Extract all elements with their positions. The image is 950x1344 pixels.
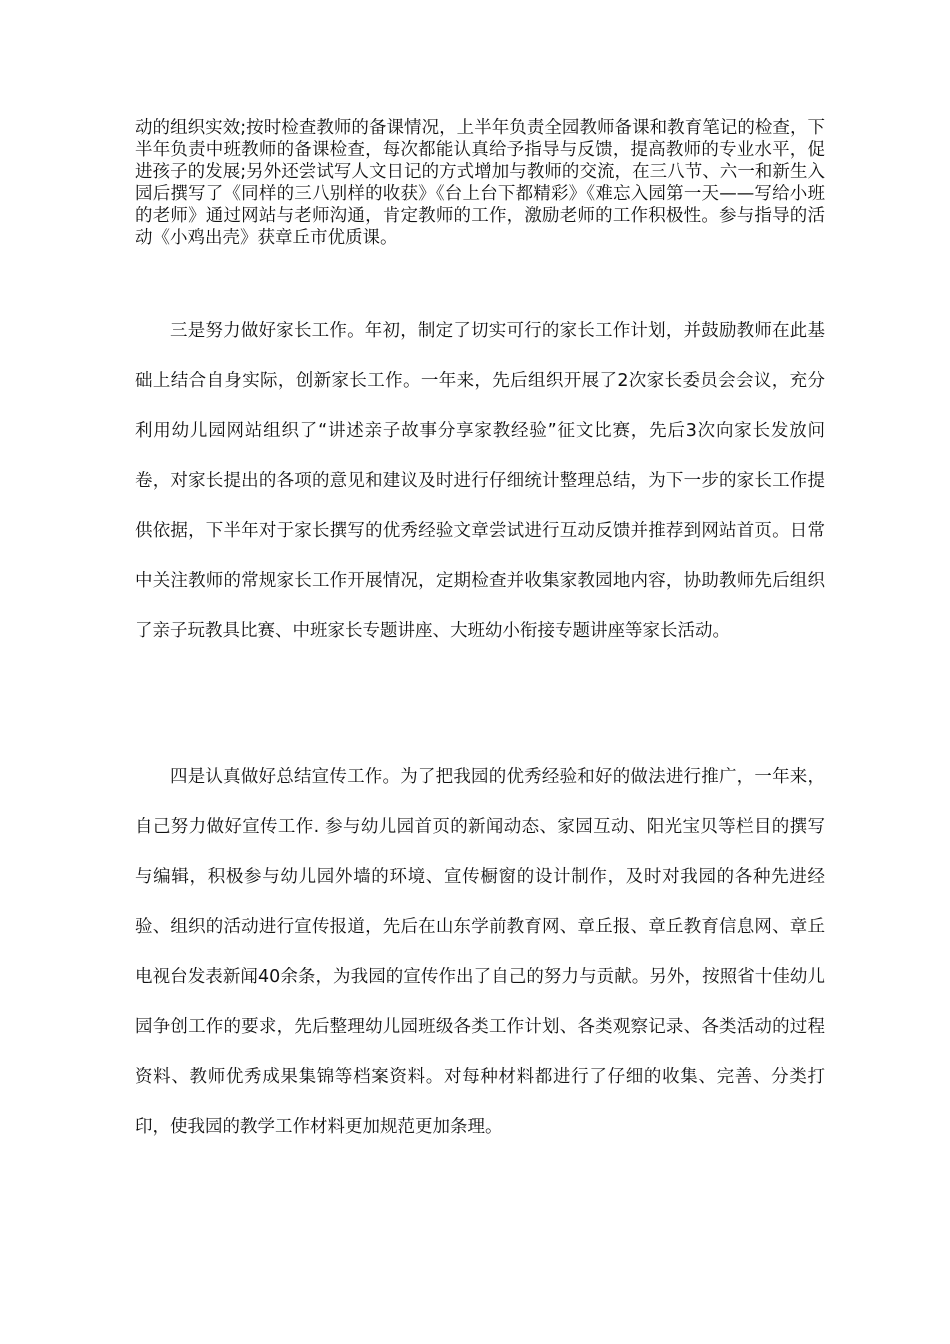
paragraph-parent-work: 三是努力做好家长工作。年初，制定了切实可行的家长工作计划，并鼓励教师在此基础上结合自身实际，创新家长工作。一年来，先后组织开展了2次家长委员会会议，充分利用幼儿园网站组织了“讲述亲子故事分享家教经验”征文比赛，先后3次向家长发放问卷，对家长提出的各项的意见和建议及时进行仔细统计整理总结，为下一步的家长工作提供依据，下半年对于家长撰写的优秀经验文章尝试进行互动反馈并推荐到网站首页。日常中关注教师的常规家长工作开展情况，定期检查并收集家教园地内容，协助教师先后组织了亲子玩教具比赛、中班家长专题讲座、大班幼小衔接专题讲座等家长活动。 bbox=[135, 321, 825, 641]
paragraph-publicity-work: 四是认真做好总结宣传工作。为了把我园的优秀经验和好的做法进行推广，一年来，自己努力做好宣传工作. 参与幼儿园首页的新闻动态、家园互动、阳光宝贝等栏目的撰写与编辑，积极参与幼儿园外墙的环境、宣传橱窗的设计制作，及时对我园的各种先进经验、组织的活动进行宣传报道，先后在山东学前教育网、章丘报、章丘教育信息网、章丘电视台发表新闻40余条，为我园的宣传作出了自己的努力与贡献。另外，按照省十佳幼儿园争创工作的要求，先后整理幼儿园班级各类工作计划、各类观察记录、各类活动的过程资料、教师优秀成果集锦等档案资料。对每种材料都进行了仔细的收集、完善、分类打印，使我园的教学工作材料更加规范更加条理。 bbox=[135, 767, 825, 1137]
paragraph-teaching-inspection: 动的组织实效;按时检查教师的备课情况，上半年负责全园教师备课和教育笔记的检查，下半年负责中班教师的备课检查，每次都能认真给予指导与反馈，提高教师的专业水平，促进孩子的发展;另外还尝试写人文日记的方式增加与教师的交流，在三八节、六一和新生入园后撰写了《同样的三八别样的收获》《台上台下都精彩》《难忘入园第一天——写给小班的老师》通过网站与老师沟通，肯定教师的工作，激励老师的工作积极性。参与指导的活动《小鸡出壳》获章丘市优质课。 bbox=[135, 118, 825, 248]
